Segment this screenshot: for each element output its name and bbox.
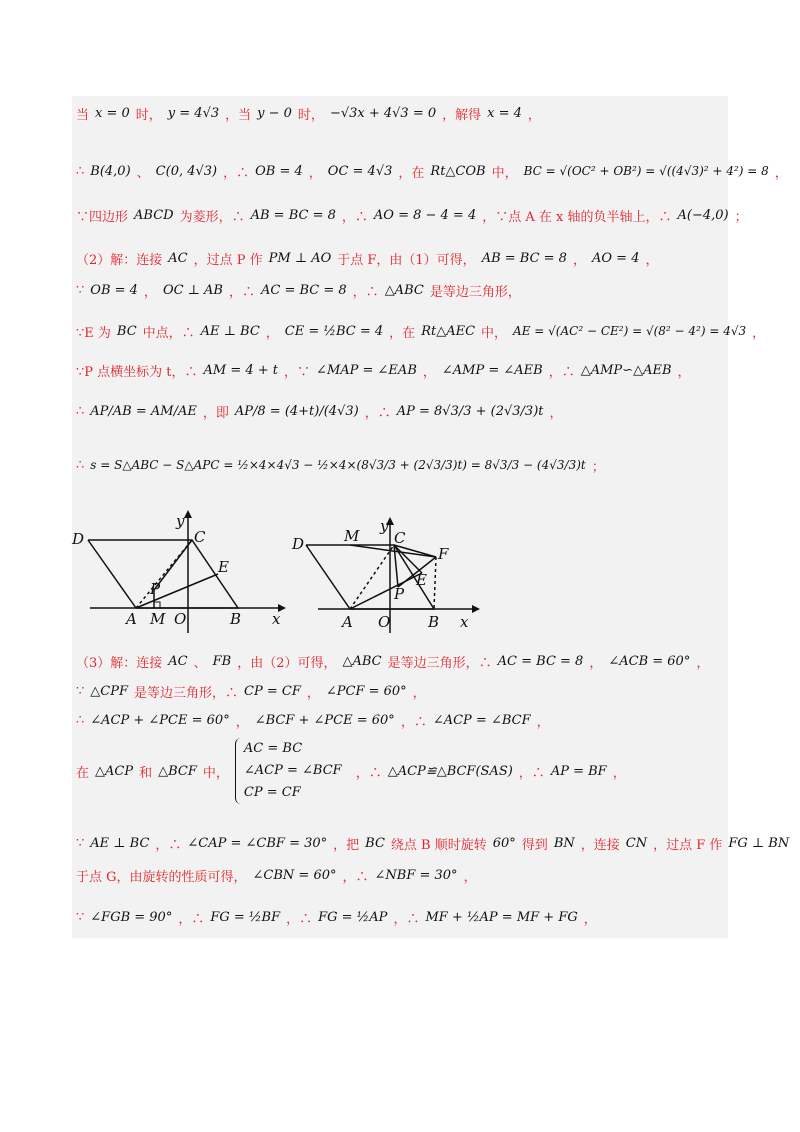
math: CP = CF	[244, 683, 301, 699]
math: ∠MAP = ∠EAB	[316, 362, 417, 378]
text: ，∴	[223, 165, 250, 181]
text: ，当	[225, 107, 252, 123]
text: ，∴	[352, 284, 379, 300]
solution-line-3	[76, 202, 748, 228]
text: ∵	[76, 683, 85, 699]
text: ，∴	[393, 911, 420, 927]
text: ，∴	[355, 765, 382, 781]
x-arrow	[472, 605, 480, 613]
text: 中，	[202, 765, 229, 781]
math: 60°	[492, 835, 516, 851]
text: 中点，∴	[142, 325, 195, 341]
text: ，∴	[286, 911, 313, 927]
right-angle-mark	[154, 602, 160, 608]
text: ，	[572, 252, 586, 268]
math: AB = BC = 8	[481, 250, 567, 266]
math: OB = 4	[90, 282, 138, 298]
label-p: P	[394, 585, 405, 603]
math: △BCF	[158, 763, 197, 779]
text: 和	[139, 765, 153, 781]
solution-line-7	[76, 357, 691, 383]
math: s = S△ABC − S△APC = ½×4×4√3 − ½×4×(8√3/3 + (2√3/3)t) = 8√3/3 − (4√3/3)t	[90, 458, 586, 472]
label-e: E	[218, 558, 229, 576]
segment-mf	[350, 545, 436, 557]
solution-line-13	[76, 740, 626, 802]
text: ，∴	[548, 364, 575, 380]
label-c: C	[194, 528, 206, 546]
label-o: O	[378, 613, 391, 631]
label-a: A	[126, 610, 137, 628]
text: ，解得	[442, 107, 482, 123]
text: ，∴	[342, 869, 369, 885]
math: y − 0	[257, 105, 292, 121]
math: AP = 8√3/3 + (2√3/3)t	[396, 403, 544, 419]
label-d: D	[72, 530, 85, 548]
label-b: B	[428, 613, 440, 631]
segment-ac	[350, 545, 394, 609]
text: ，把	[333, 837, 360, 853]
text: （2）解：连接	[76, 252, 163, 268]
text: ，	[612, 765, 626, 781]
math: BC	[365, 835, 385, 851]
math: △ABC	[384, 282, 424, 298]
text: 在	[76, 765, 90, 781]
math: ∠BCF + ∠PCE = 60°	[254, 712, 395, 728]
text: ∵	[76, 835, 85, 851]
label-a: A	[342, 613, 353, 631]
text: 、	[193, 655, 207, 671]
text: ，	[589, 655, 603, 671]
math: B(4,0)	[90, 163, 131, 179]
math: ∠NBF = 30°	[374, 867, 458, 883]
math: x = 0	[95, 105, 130, 121]
label-y: y	[176, 512, 185, 530]
label-m: M	[150, 610, 166, 628]
text: ，过点 P 作	[193, 252, 263, 268]
math: ∠ACP + ∠PCE = 60°	[90, 712, 230, 728]
label-x: x	[460, 613, 469, 631]
text: ∵P 点横坐标为 t，∴	[76, 364, 198, 380]
figure-2	[290, 515, 486, 635]
math: △ABC	[342, 653, 382, 669]
text: ∴	[76, 712, 85, 728]
text: 是等边三角形，	[429, 284, 521, 300]
text: ，∴	[341, 209, 368, 225]
text: ，∴	[155, 837, 182, 853]
text: 是等边三角形，∴	[134, 685, 239, 701]
text: ∵	[76, 282, 85, 298]
label-y: y	[380, 517, 389, 535]
text: ，	[645, 252, 659, 268]
label-d: D	[292, 535, 305, 553]
text: ，由（2）可得，	[237, 655, 337, 671]
text: ∴	[76, 403, 85, 419]
solution-line-14	[76, 830, 795, 856]
text: ，	[306, 685, 320, 701]
text: 中，	[491, 165, 518, 181]
label-e: E	[416, 571, 427, 589]
math: OC = 4√3	[327, 163, 393, 179]
segment-ae	[350, 573, 422, 609]
math: AP = BF	[550, 763, 607, 779]
math: AO = 8 − 4 = 4	[373, 207, 477, 223]
math: AC	[168, 250, 188, 266]
math: A(−4,0)	[677, 207, 729, 223]
math: Rt△AEC	[421, 323, 476, 339]
solution-line-1	[76, 100, 541, 126]
math: AO = 4	[591, 250, 640, 266]
text: 时，	[135, 107, 162, 123]
math: △ACP	[95, 763, 134, 779]
math: ABCD	[134, 207, 174, 223]
solution-line-2	[76, 158, 788, 184]
text: ，	[677, 364, 691, 380]
math: ∠ACP = ∠BCF	[432, 712, 531, 728]
solution-line-9	[76, 452, 605, 478]
math: AP/AB = AM/AE	[90, 403, 197, 419]
math: AE ⊥ BC	[90, 835, 150, 851]
text: 得到	[521, 837, 548, 853]
solution-line-15	[76, 862, 477, 888]
text: ，	[752, 325, 766, 341]
text: ，∵点 A 在 x 轴的负半轴上，∴	[482, 209, 672, 225]
text: ，∴	[400, 714, 427, 730]
math: △AMP∽△AEB	[580, 362, 672, 378]
text: ∵E 为	[76, 325, 111, 341]
solution-line-12	[76, 707, 550, 733]
math: FG = ½BF	[210, 909, 281, 925]
text: ∴	[76, 457, 85, 473]
math: AC = BC = 8	[497, 653, 584, 669]
y-arrow	[184, 510, 192, 518]
text: ，	[422, 364, 436, 380]
solution-line-8	[76, 398, 563, 424]
text: 于点 F，由（1）可得，	[337, 252, 476, 268]
math: ∠AMP = ∠AEB	[441, 362, 543, 378]
math: FG = ½AP	[318, 909, 388, 925]
text: ，	[583, 911, 597, 927]
math: CE = ½BC = 4	[284, 323, 384, 339]
math: AC = BC = 8	[261, 282, 347, 298]
math: △ACP≌△BCF(SAS)	[387, 763, 513, 779]
label-x: x	[272, 610, 281, 628]
text: ，在	[389, 325, 416, 341]
math: FB	[212, 653, 232, 669]
text: ，即	[202, 405, 229, 421]
math: △CPF	[90, 683, 128, 699]
segment-fb	[434, 557, 436, 609]
math: BN	[553, 835, 575, 851]
math: AC	[168, 653, 188, 669]
label-o: O	[174, 610, 187, 628]
text: ，	[774, 165, 788, 181]
equation-system	[235, 738, 350, 804]
math: AE ⊥ BC	[200, 323, 260, 339]
math: y = 4√3	[167, 105, 220, 121]
solution-line-4	[76, 245, 658, 271]
label-p: P	[150, 580, 161, 598]
math: C(0, 4√3)	[155, 163, 218, 179]
solution-line-6	[76, 318, 765, 344]
text: ，∴	[178, 911, 205, 927]
text: ，在	[398, 165, 425, 181]
math: MF + ½AP = MF + FG	[425, 909, 578, 925]
equation: CP = CF	[243, 785, 301, 800]
text: ∴	[76, 163, 85, 179]
segment-ae	[136, 574, 218, 608]
text: ，	[463, 869, 477, 885]
math: AB = BC = 8	[250, 207, 336, 223]
math: x = 4	[487, 105, 522, 121]
equation: AC = BC	[243, 741, 303, 756]
equation: ∠ACP = ∠BCF	[243, 763, 342, 778]
rhombus-abcd	[88, 540, 238, 608]
label-c: C	[394, 529, 406, 547]
solution-line-5	[76, 277, 521, 303]
text: ∵四边形	[76, 209, 129, 225]
solution-line-10	[76, 648, 709, 674]
text: ；	[734, 209, 748, 225]
math: ∠PCF = 60°	[325, 683, 407, 699]
text: ，	[536, 714, 550, 730]
text: ，	[696, 655, 710, 671]
math: ∠FGB = 90°	[90, 909, 173, 925]
text: ，	[412, 685, 426, 701]
text: ，连接	[580, 837, 620, 853]
text: （3）解：连接	[76, 655, 163, 671]
math: BC	[116, 323, 137, 339]
math: ∠CAP = ∠CBF = 30°	[187, 835, 328, 851]
text: ，∵	[284, 364, 311, 380]
math: ∠ACB = 60°	[608, 653, 691, 669]
segment-ac	[136, 540, 192, 608]
text: ，	[143, 284, 157, 300]
text: 中，	[481, 325, 508, 341]
math: FG ⊥ BN	[728, 835, 790, 851]
text: 于点 G，由旋转的性质可得，	[76, 869, 247, 885]
text: ，∴	[518, 765, 545, 781]
solution-line-11	[76, 678, 426, 704]
text: 、	[136, 165, 150, 181]
text: 时，	[297, 107, 324, 123]
text: ，过点 F 作	[653, 837, 723, 853]
math: OB = 4	[255, 163, 303, 179]
text: 为菱形，∴	[179, 209, 245, 225]
text: ，	[265, 325, 279, 341]
label-b: B	[230, 610, 242, 628]
math: PM ⊥ AO	[268, 250, 332, 266]
math: ∠CBN = 60°	[252, 867, 337, 883]
text: ，∴	[228, 284, 255, 300]
text: ，	[235, 714, 249, 730]
math: AP/8 = (4+t)/(4√3)	[234, 403, 359, 419]
text: 是等边三角形，∴	[387, 655, 492, 671]
text: ，	[308, 165, 322, 181]
math: CN	[625, 835, 648, 851]
text: ；	[591, 459, 605, 475]
math: AM = 4 + t	[203, 362, 279, 378]
text: 当	[76, 107, 90, 123]
figure-1	[70, 508, 292, 638]
text: ，	[549, 405, 563, 421]
text: ∵	[76, 909, 85, 925]
math: −√3x + 4√3 = 0	[329, 105, 437, 121]
math: AE = √(AC² − CE²) = √(8² − 4²) = 4√3	[513, 324, 747, 338]
text: ，∴	[364, 405, 391, 421]
math: OC ⊥ AB	[162, 282, 223, 298]
solution-line-16	[76, 904, 597, 930]
math: BC = √(OC² + OB²) = √((4√3)² + 4²) = 8	[523, 164, 769, 178]
label-f: F	[438, 545, 449, 563]
label-m: M	[344, 527, 360, 545]
text: 绕点 B 顺时旋转	[390, 837, 487, 853]
math: Rt△COB	[430, 163, 486, 179]
text: ，	[527, 107, 541, 123]
